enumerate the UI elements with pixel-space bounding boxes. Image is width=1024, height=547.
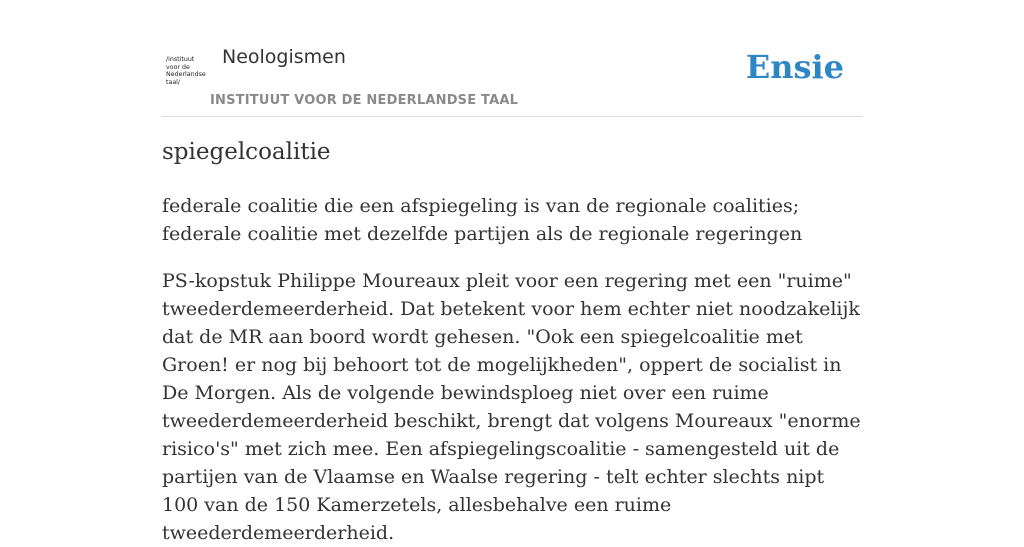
logo-line-1: /instituut bbox=[166, 56, 195, 63]
definition-text: federale coalitie die een afspiegeling is van de regionale coalities; federale coalitie met dezelfde partijen als de regionale regeringen bbox=[162, 195, 803, 245]
ensie-logo[interactable]: Ensie bbox=[745, 48, 844, 86]
logo-line-4: taal/ bbox=[166, 78, 181, 86]
example-quote: PS-kopstuk Philippe Moureaux pleit voor een regering met een "ruime" tweederdemeerderheid. Dat betekent voor hem echter niet noodzakelijk dat de MR aan boord wordt gehesen. "Ook een spiegelcoalitie met Groen! er nog bij behoort tot de mogelijkheden", oppert de socialist in De Morgen. Als de volgende bewindsploeg niet over een ruime tweederdemeerderheid beschikt, brengt dat volgens Moureaux "enorme risico's" met zich mee. Een afspiegelingscoalitie - samengesteld uit de partijen van de Vlaamse en Waalse regering - telt echter slechts nipt 100 van de 150 Kamerzetels, allesbehalve een ruime tweederdemeerderheid. bbox=[162, 270, 861, 544]
header bbox=[162, 44, 862, 117]
page-title: spiegelcoalitie bbox=[162, 139, 331, 165]
source-title[interactable]: Neologismen bbox=[222, 46, 346, 68]
institute-logo[interactable] bbox=[166, 56, 208, 90]
logo-line-3: Nederlandse bbox=[166, 71, 206, 79]
logo-line-2: voor de bbox=[166, 63, 190, 71]
institute-name: INSTITUUT VOOR DE NEDERLANDSE TAAL bbox=[210, 93, 519, 108]
